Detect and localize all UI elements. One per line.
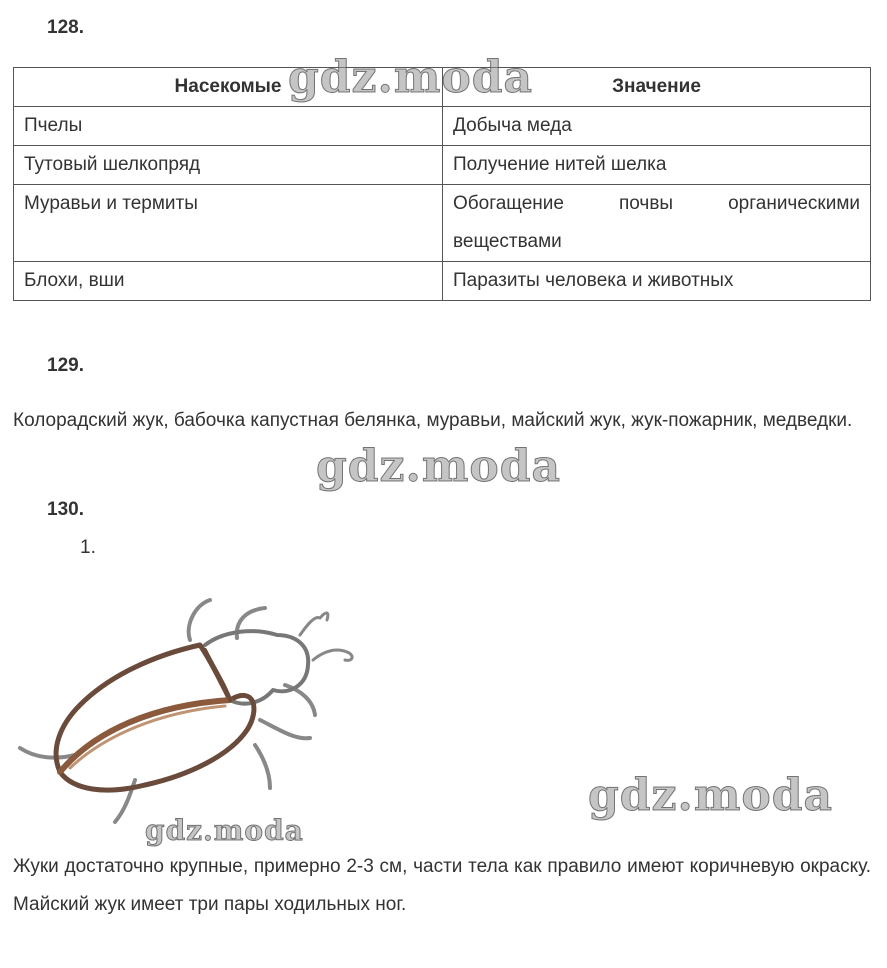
watermark: gdz.moda: [145, 814, 304, 847]
table-cell-meaning: Получение нитей шелка: [443, 146, 871, 185]
task-128-number: 128.: [47, 17, 84, 38]
task-130-item-number: 1.: [80, 537, 96, 558]
table-row: [14, 185, 871, 262]
task-130-number: 130.: [47, 499, 84, 520]
task-129-text: Колорадский жук, бабочка капустная белянка, муравьи, майский жук, жук-пожарник, медведки.: [13, 410, 853, 431]
table-cell-insect: Тутовый шелкопряд: [14, 146, 443, 185]
watermark: gdz.moda: [316, 441, 562, 492]
task-130-text: Жуки достаточно крупные, примерно 2-3 см, части тела как правило имеют коричневую окраску. Майский жук имеет три пары ходильных ног.: [13, 856, 871, 915]
watermark: gdz.moda: [288, 52, 534, 103]
table-cell-meaning: Обогащение почвы органическими веществами: [443, 185, 871, 262]
table-cell-insect: Муравьи и термиты: [14, 185, 443, 262]
task-129-number: 129.: [47, 355, 84, 376]
table-row: [14, 107, 871, 146]
table-cell-insect: Пчелы: [14, 107, 443, 146]
watermark: gdz.moda: [588, 770, 834, 821]
beetle-drawing-icon: [15, 590, 365, 835]
table-cell-meaning: Добыча меда: [443, 107, 871, 146]
table-row: [14, 262, 871, 301]
table-cell-meaning: Паразиты человека и животных: [443, 262, 871, 301]
table-header-meaning: Значение: [443, 68, 871, 107]
table-row: [14, 146, 871, 185]
table-cell-insect: Блохи, вши: [14, 262, 443, 301]
table-header-insects: Насекомые: [14, 68, 443, 107]
